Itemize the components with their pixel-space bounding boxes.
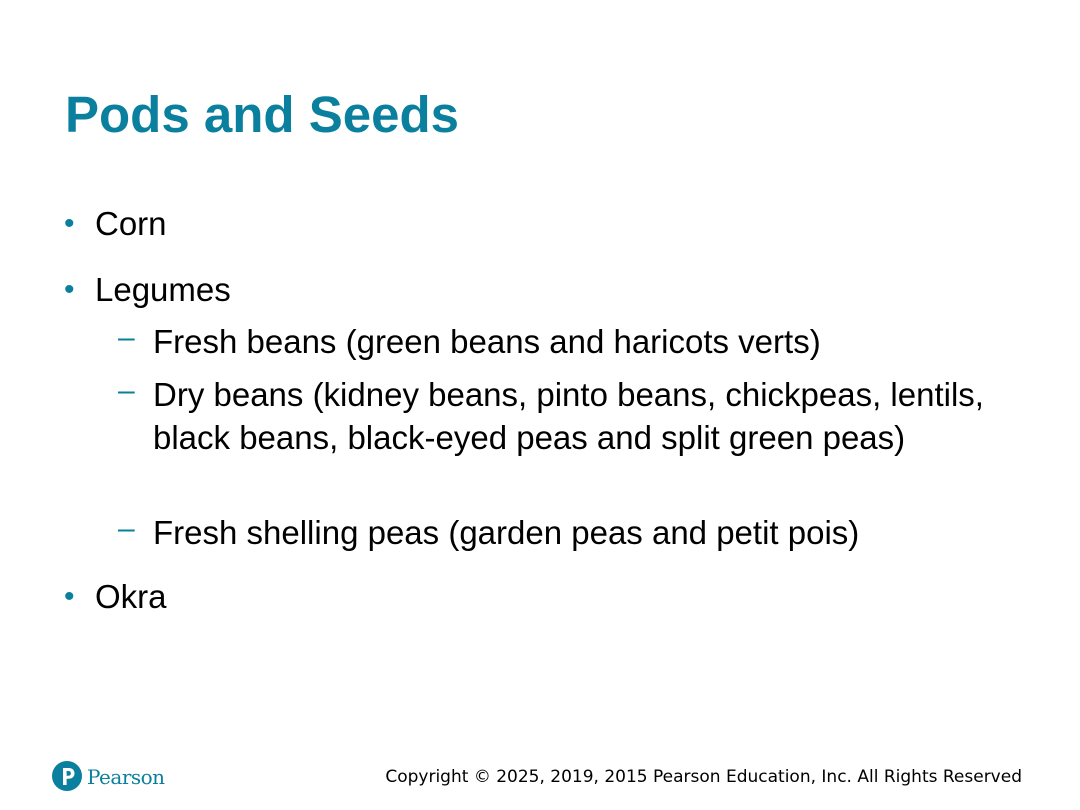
sub-bullet-text: Fresh beans (green beans and haricots verts) (153, 323, 821, 360)
pearson-wordmark: Pearson (87, 765, 165, 789)
dash-marker: – (118, 321, 135, 354)
dash-marker: – (118, 374, 135, 407)
sub-bullet-item-fresh-beans (118, 320, 1018, 363)
sub-bullet-item-shelling-peas (118, 511, 1018, 554)
bullet-text: Okra (95, 578, 167, 615)
copyright-notice: Copyright © 2025, 2019, 2015 Pearson Education, Inc. All Rights Reserved (385, 767, 1022, 787)
sub-bullet-text: Fresh shelling peas (garden peas and petit pois) (153, 514, 860, 551)
pearson-logo (52, 759, 165, 793)
sub-bullet-item-dry-beans (118, 373, 1018, 459)
dash-marker: – (118, 512, 135, 545)
bullet-marker: • (64, 207, 75, 240)
slide-title: Pods and Seeds (65, 86, 459, 143)
bullet-text: Legumes (95, 271, 231, 308)
pearson-p-icon (52, 761, 82, 791)
bullet-marker: • (64, 273, 75, 306)
bullet-marker: • (64, 580, 75, 613)
sub-bullet-text: Dry beans (kidney beans, pinto beans, chickpeas, lentils, black beans, black-eyed peas and split green peas) (153, 376, 984, 456)
bullet-text: Corn (95, 205, 167, 242)
